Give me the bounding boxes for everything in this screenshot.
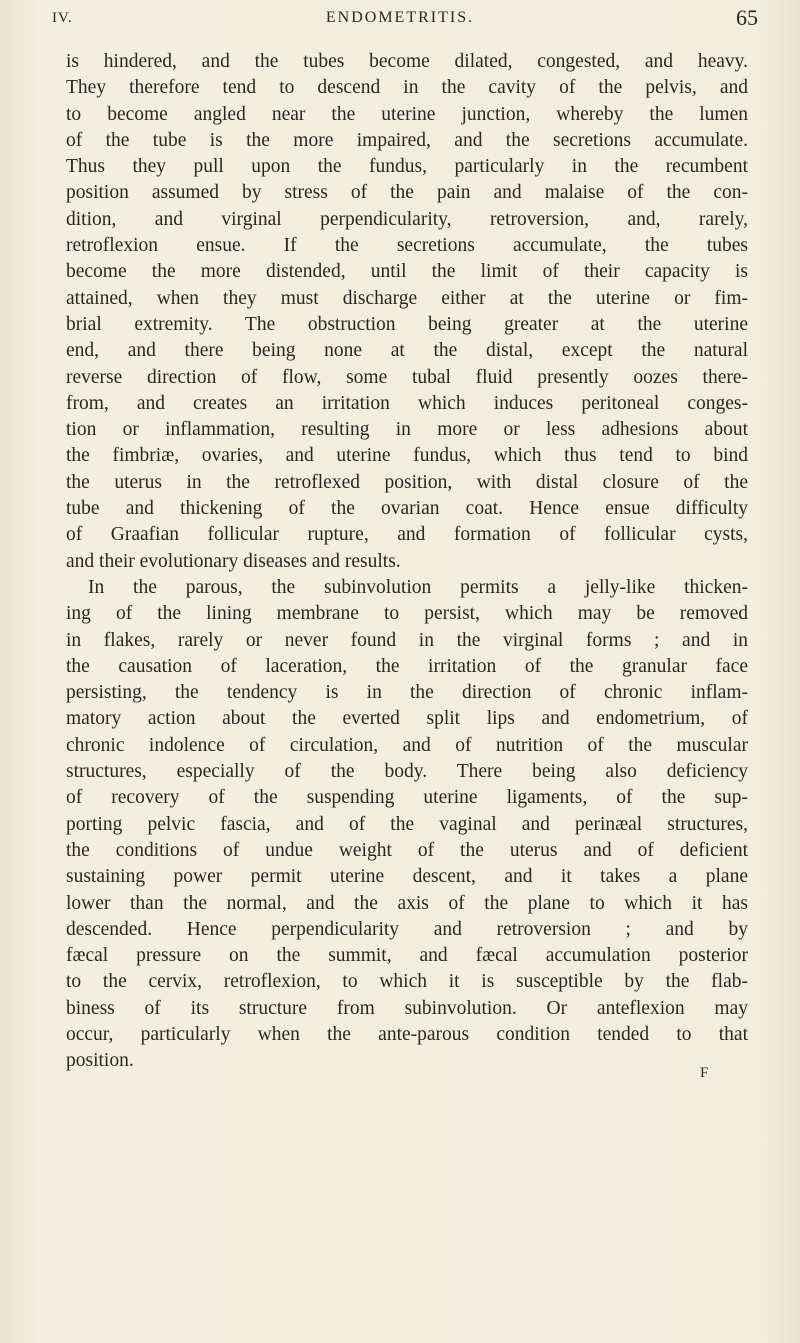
text-line: structures, especially of the body. There being also deficiency (66, 761, 748, 783)
text-line: tube and thickening of the ovarian coat. Hence ensue difficulty (66, 498, 748, 520)
text-line: is hindered, and the tubes become dilated, congested, and heavy. (66, 51, 748, 72)
text-line: tion or inflammation, resulting in more or less adhesions about (66, 419, 748, 441)
signature-mark: F (700, 1065, 709, 1081)
text-line: from, and creates an irritation which induces peritoneal conges- (66, 392, 748, 414)
text-line: porting pelvic fascia, and of the vaginal and perinæal structures, (66, 813, 748, 835)
running-head (0, 4, 800, 34)
text-line: attained, when they must discharge either at the uterine or fim- (66, 287, 748, 309)
running-title: ENDOMETRITIS. (325, 9, 475, 26)
text-line: position. (66, 1050, 134, 1072)
text-line: position assumed by stress of the pain and malaise of the con- (66, 182, 748, 204)
text-line: the conditions of undue weight of the uterus and of deficient (66, 839, 748, 861)
text-line: become the more distended, until the limit of their capacity is (66, 261, 748, 283)
text-line: reverse direction of flow, some tubal fluid presently oozes there- (66, 366, 748, 388)
text-line: dition, and virginal perpendicularity, retroversion, and, rarely, (66, 208, 748, 230)
text-line: to the cervix, retroflexion, to which it is susceptible by the flab- (66, 971, 748, 993)
text-line: retroflexion ensue. If the secretions accumulate, the tubes (66, 235, 748, 257)
text-line: the causation of laceration, the irritation of the granular face (66, 655, 748, 677)
text-line: biness of its structure from subinvolution. Or anteflexion may (66, 997, 748, 1019)
text-line: chronic indolence of circulation, and of nutrition of the muscular (66, 734, 748, 756)
text-line: of recovery of the suspending uterine ligaments, of the sup- (66, 787, 748, 809)
text-line: in flakes, rarely or never found in the virginal forms ; and in (66, 629, 748, 651)
text-line: end, and there being none at the distal, except the natural (66, 340, 748, 362)
text-line: persisting, the tendency is in the direction of chronic inflam- (66, 682, 748, 704)
text-line: descended. Hence perpendicularity and retroversion ; and by (66, 918, 748, 940)
text-line: occur, particularly when the ante-parous condition tended to that (66, 1023, 748, 1045)
paragraph-start-line: In the parous, the subinvolution permits a jelly-like thicken- (88, 576, 748, 598)
chapter-numeral: IV. (52, 10, 73, 26)
text-line: lower than the normal, and the axis of the plane to which it has (66, 892, 748, 914)
text-line: ing of the lining membrane to persist, which may be removed (66, 603, 748, 625)
text-line: They therefore tend to descend in the cavity of the pelvis, and (66, 77, 748, 99)
text-line: of Graafian follicular rupture, and formation of follicular cysts, (66, 524, 748, 546)
text-line: Thus they pull upon the fundus, particularly in the recumbent (66, 156, 748, 178)
text-line: brial extremity. The obstruction being greater at the uterine (66, 313, 748, 335)
text-line: of the tube is the more impaired, and the secretions accumulate. (66, 129, 748, 151)
page-number: 65 (736, 5, 758, 30)
body-text (66, 49, 748, 1075)
text-line: fæcal pressure on the summit, and fæcal accumulation posterior (66, 945, 748, 967)
text-line: the uterus in the retroflexed position, with distal closure of the (66, 471, 748, 493)
text-line: matory action about the everted split lips and endometrium, of (66, 708, 748, 730)
text-line: the fimbriæ, ovaries, and uterine fundus, which thus tend to bind (66, 445, 748, 467)
text-line: to become angled near the uterine junction, whereby the lumen (66, 103, 748, 125)
text-line: and their evolutionary diseases and results. (66, 550, 401, 572)
text-line: sustaining power permit uterine descent, and it takes a plane (66, 866, 748, 888)
